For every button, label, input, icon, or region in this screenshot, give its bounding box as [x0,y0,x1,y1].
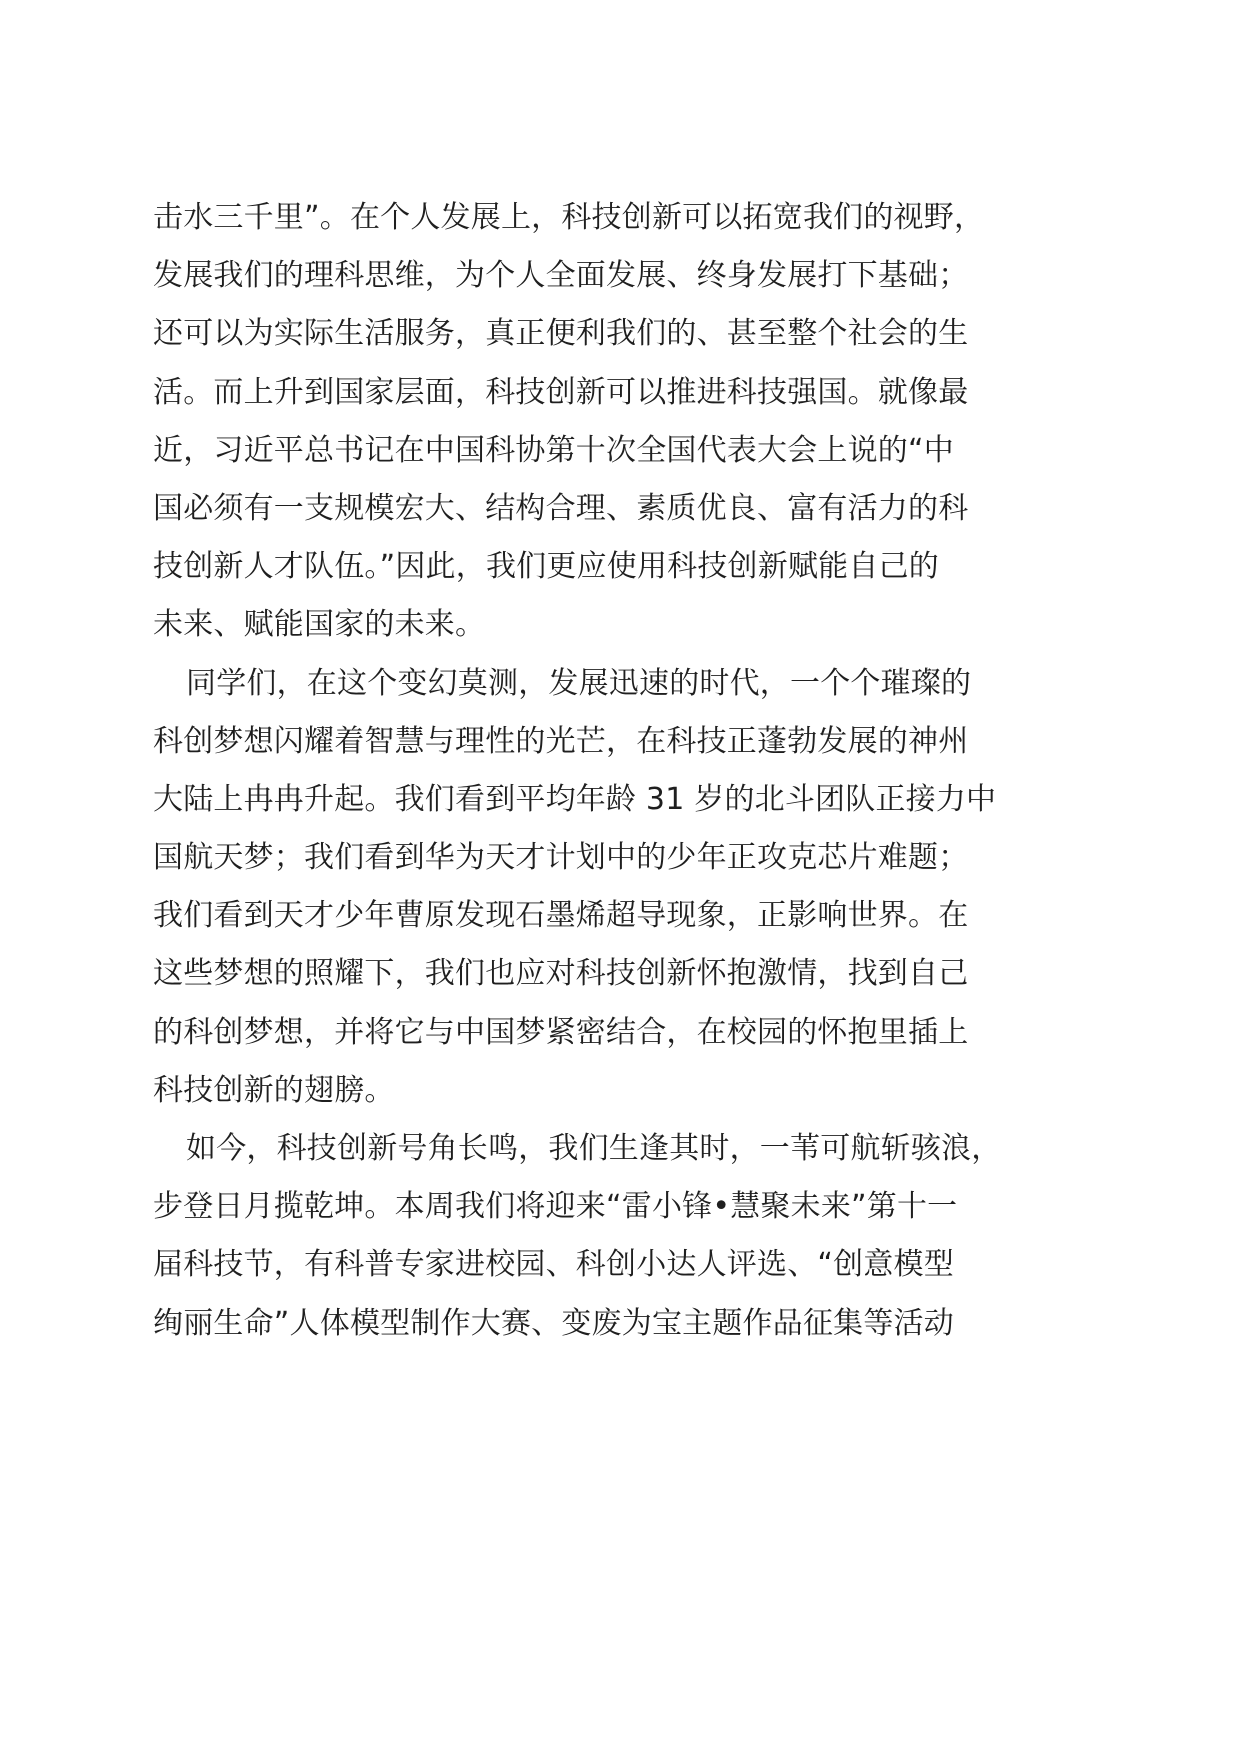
text-line: 还可以为实际生活服务，真正便利我们的、甚至整个社会的生 [153,316,969,352]
text-line: 届科技节，有科普专家进校园、科创小达人评选、“创意模型 [153,1247,954,1283]
text-line: 发展我们的理科思维，为个人全面发展、终身发展打下基础； [153,258,969,294]
text-line: 如今，科技创新号角长鸣，我们生逢其时，一苇可航斩骇浪， [186,1131,1002,1166]
text-line: 未来、赋能国家的未来。 [153,607,486,643]
text-line: 步登日月揽乾坤。本周我们将迎来“雷小锋•慧聚未来”第十一 [153,1189,958,1225]
text-line: 科技创新的翅膀。 [153,1072,395,1108]
text-line: 这些梦想的照耀下，我们也应对科技创新怀抱激情，找到自己 [153,956,969,992]
text-line: 国航天梦；我们看到华为天才计划中的少年正攻克芯片难题； [153,840,969,876]
document-body [153,189,1053,1353]
text-line: 国必须有一支规模宏大、结构合理、素质优良、富有活力的科 [153,490,969,526]
text-line: 科创梦想闪耀着智慧与理性的光芒，在科技正蓬勃发展的神州 [153,723,969,759]
text-line: 近，习近平总书记在中国科协第十次全国代表大会上说的“中 [153,432,954,468]
text-line: 技创新人才队伍。”因此，我们更应使用科技创新赋能自己的 [153,549,939,585]
paragraph-3 [153,1120,1053,1353]
text-line: 大陆上冉冉升起。我们看到平均年龄 31 岁的北斗团队正接力中 [153,781,997,817]
text-line: 绚丽生命”人体模型制作大赛、变废为宝主题作品征集等活动 [153,1305,954,1341]
text-line: 活。而上升到国家层面，科技创新可以推进科技强国。就像最 [153,374,969,410]
paragraph-1 [153,189,1053,655]
text-line: 我们看到天才少年曹原发现石墨烯超导现象，正影响世界。在 [153,898,969,934]
text-line: 同学们，在这个变幻莫测，发展迅速的时代，一个个璀璨的 [186,665,972,701]
text-line: 的科创梦想，并将它与中国梦紧密结合，在校园的怀抱里插上 [153,1014,969,1050]
text-line: 击水三千里”。在个人发展上，科技创新可以拓宽我们的视野， [153,200,985,235]
paragraph-2 [153,655,1053,1121]
